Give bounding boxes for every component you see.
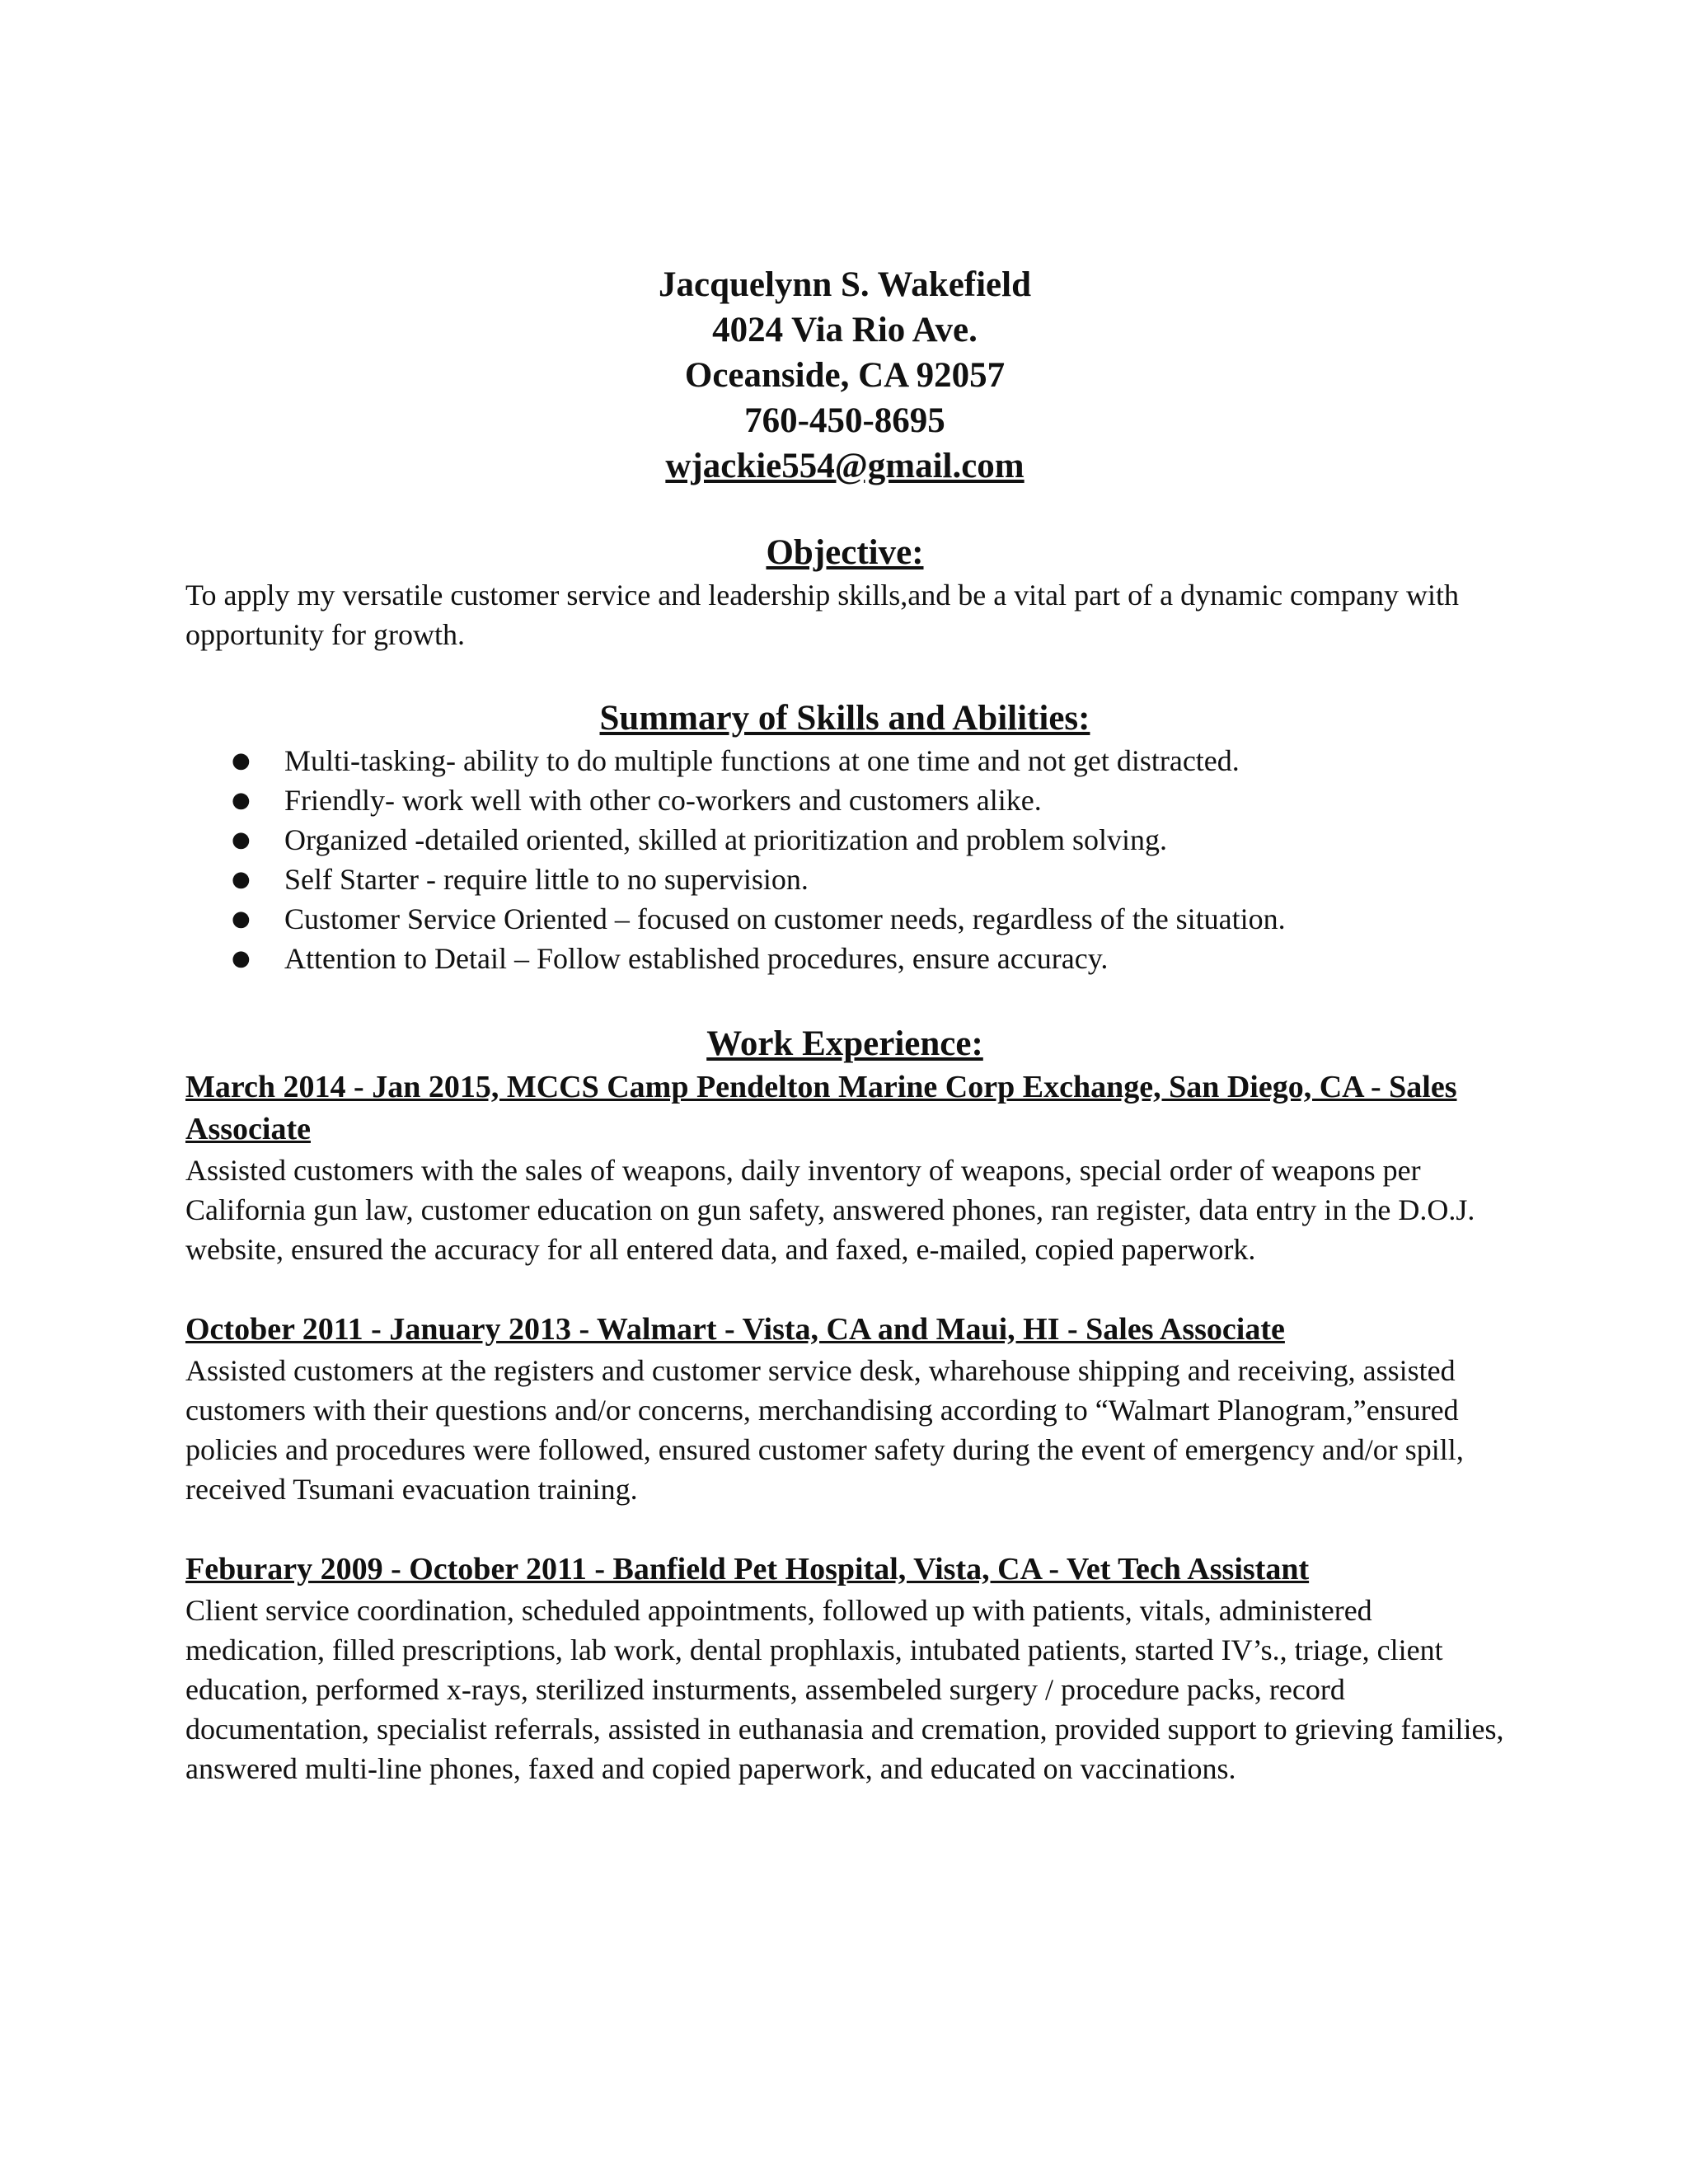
bullet-icon: ● (232, 748, 251, 773)
resume-page (185, 262, 1504, 1788)
skill-text: Attention to Detail – Follow established procedures, ensure accuracy. (284, 942, 1109, 975)
applicant-name: Jacquelynn S. Wakefield (658, 265, 1031, 304)
job-description: Assisted customers at the registers and customer service desk, wharehouse shipping and receiving, assisted customers with their questions and/or concerns, merchandising according to “Walmart Planogram,”ensured policies and procedures were followed, ensured customer safety during the event of emergency and/or spill, received Tsumani evacuation training. (185, 1354, 1464, 1506)
job-heading: October 2011 - January 2013 - Walmart - Vista, CA and Maui, HI - Sales Associate (185, 1312, 1285, 1347)
skill-item (185, 820, 1504, 860)
skill-text: Organized -detailed oriented, skilled at prioritization and problem solving. (284, 823, 1168, 856)
street-address: 4024 Via Rio Ave. (712, 311, 978, 349)
skill-item (185, 741, 1504, 780)
skill-text: Multi-tasking- ability to do multiple functions at one time and not get distracted. (284, 744, 1240, 777)
skill-text: Friendly- work well with other co-workers and customers alike. (284, 784, 1042, 817)
bullet-icon: ● (232, 788, 251, 813)
job-description: Assisted customers with the sales of weapons, daily inventory of weapons, special order of weapons per California gun law, customer education on gun safety, answered phones, ran register, data entry in the D.O.J. website, ensured the accuracy for all entered data, and faxed, e-mailed, copied paperwork. (185, 1154, 1475, 1266)
email-link[interactable]: wjackie554@gmail.com (665, 447, 1025, 485)
contact-header (185, 262, 1504, 489)
city-state-zip: Oceanside, CA 92057 (684, 356, 1006, 395)
job-entry-walmart (185, 1309, 1504, 1509)
phone-number: 760-450-8695 (744, 401, 945, 440)
work-experience-heading: Work Experience: (706, 1024, 983, 1063)
skill-text: Self Starter - require little to no supervision. (284, 863, 809, 896)
skills-heading: Summary of Skills and Abilities: (599, 699, 1090, 738)
skill-item (185, 899, 1504, 939)
skill-item (185, 780, 1504, 820)
objective-heading: Objective: (766, 533, 924, 572)
job-entry-mccs (185, 1066, 1504, 1269)
skill-item (185, 939, 1504, 978)
job-description: Client service coordination, scheduled appointments, followed up with patients, vitals, administered medication, filled prescriptions, lab work, dental prophlaxis, intubated patients, started IV’s., triage, client education, performed x-rays, sterilized insturments, assembeled surgery / procedure packs, record documentation, specialist referrals, assisted in euthanasia and cremation, provided support to grieving families, answered multi-line phones, faxed and copied paperwork, and educated on vaccinations. (185, 1594, 1504, 1785)
bullet-icon: ● (232, 946, 251, 971)
job-entry-banfield (185, 1549, 1504, 1788)
skill-item (185, 860, 1504, 899)
job-heading: Feburary 2009 - October 2011 - Banfield Pet Hospital, Vista, CA - Vet Tech Assistant (185, 1552, 1310, 1586)
skills-list (185, 741, 1504, 978)
job-heading: March 2014 - Jan 2015, MCCS Camp Pendelton Marine Corp Exchange, San Diego, CA - Sales Associate (185, 1070, 1457, 1146)
bullet-icon: ● (232, 827, 251, 852)
bullet-icon: ● (232, 867, 251, 892)
objective-text: To apply my versatile customer service and leadership skills,and be a vital part of a dynamic company with opportunity for growth. (185, 579, 1460, 651)
bullet-icon: ● (232, 907, 251, 931)
skill-text: Customer Service Oriented – focused on customer needs, regardless of the situation. (284, 902, 1286, 935)
